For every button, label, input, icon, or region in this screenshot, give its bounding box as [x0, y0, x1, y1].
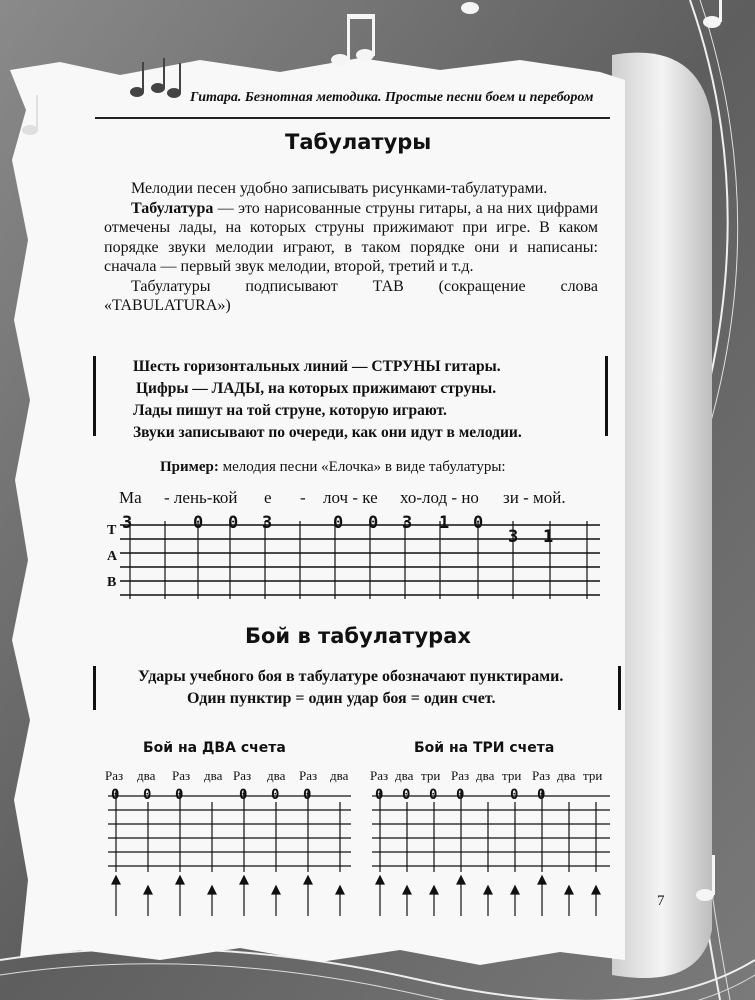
- tab-fret-number: 0: [228, 513, 239, 533]
- tab-zero: 0: [175, 787, 184, 803]
- paragraph: [104, 199, 598, 277]
- lyric-syllable: зи - мой.: [503, 488, 566, 507]
- count-word: два: [476, 768, 495, 783]
- tab-fret-number: 1: [439, 513, 450, 533]
- count-word: два: [137, 768, 156, 783]
- box-right-bar: [605, 356, 608, 436]
- tab-zero: 0: [375, 787, 384, 803]
- count-word: два: [395, 768, 414, 783]
- tab-fret-number: 0: [368, 513, 379, 533]
- count-word: Раз: [532, 768, 551, 783]
- tab-zero: 0: [303, 787, 312, 803]
- tab-zero: 0: [402, 787, 411, 803]
- box-right-bar: [618, 666, 621, 710]
- lyric-syllable: лоч - ке: [323, 488, 378, 507]
- three-count-tab-staff: [372, 788, 612, 920]
- tab-zero: 0: [143, 787, 152, 803]
- subtitle-two-count: Бой на ДВА счета: [143, 740, 286, 756]
- paragraph: Табулатуры подписывают ТАВ (сокращение слова «TABULATURA»): [104, 277, 598, 314]
- tab-fret-number: 0: [333, 513, 344, 533]
- count-word: Раз: [105, 768, 124, 783]
- count-word: два: [330, 768, 349, 783]
- count-word: два: [557, 768, 576, 783]
- count-word: два: [267, 768, 286, 783]
- page-number: 7: [657, 893, 665, 909]
- rule-item: Шесть горизонтальных линий — СТРУНЫ гитары.: [133, 358, 501, 375]
- count-word: три: [583, 768, 603, 783]
- definition-text: — это нарисованные струны гитары, а на них цифрами отмечены лады, на которых струны прижимают при игре. В каком порядке звуки мелодии играют, в таком порядке они и написаны: сначала — первый звук мелодии, второй, третий и т.д.: [104, 199, 598, 275]
- box-left-bar: [93, 356, 96, 436]
- rule-item: Звуки записывают по очереди, как они идут в мелодии.: [133, 424, 522, 441]
- tab-label-t: T: [107, 523, 117, 538]
- paragraph: Мелодии песен удобно записывать рисунками-табулатурами.: [131, 180, 548, 197]
- melody-tab-staff: [110, 515, 605, 600]
- section-title-strum: Бой в табулатурах: [245, 624, 471, 648]
- count-word: три: [421, 768, 441, 783]
- example-label: Пример:: [160, 459, 219, 475]
- rule-item: Цифры — ЛАДЫ, на которых прижимают струны.: [136, 380, 497, 397]
- tab-zero: 0: [271, 787, 280, 803]
- section-title-tabs: Табулатуры: [285, 130, 432, 154]
- tab-label-b: B: [107, 575, 117, 590]
- tab-zero: 0: [429, 787, 438, 803]
- tab-fret-number: 3: [122, 513, 133, 533]
- tab-fret-number: 1: [543, 527, 554, 547]
- lyric-syllable: Ма: [119, 488, 142, 507]
- count-word: Раз: [451, 768, 470, 783]
- rules-list: [133, 356, 522, 444]
- count-word: Раз: [299, 768, 318, 783]
- strum-note-line: Один пунктир = один удар боя = один счет.: [187, 690, 496, 707]
- tab-label-a: A: [107, 549, 118, 564]
- running-title: Гитара. Безнотная методика. Простые песни боем и перебором: [190, 90, 594, 105]
- strum-note-line: Удары учебного боя в табулатуре обозначают пунктирами.: [138, 668, 564, 685]
- tab-fret-number: 0: [193, 513, 204, 533]
- tab-fret-number: 3: [508, 527, 519, 547]
- tab-zero: 0: [510, 787, 519, 803]
- strum-arrow-icon: [112, 876, 344, 916]
- example-caption: [160, 459, 506, 476]
- count-word: Раз: [233, 768, 252, 783]
- tab-zero: 0: [537, 787, 546, 803]
- lyric-syllable: хо-лод - но: [400, 488, 479, 507]
- tab-zero: 0: [456, 787, 465, 803]
- count-word: Раз: [172, 768, 191, 783]
- lyric-syllable: е: [264, 488, 272, 507]
- tab-fret-number: 3: [402, 513, 413, 533]
- box-left-bar: [93, 666, 96, 710]
- strum-arrow-icon: [376, 876, 600, 916]
- tab-zero: 0: [239, 787, 248, 803]
- lyric-syllable: - лень-кой: [164, 488, 238, 507]
- subtitle-three-count: Бой на ТРИ счета: [414, 740, 555, 756]
- intro-text: [104, 179, 598, 316]
- tab-fret-number: 3: [262, 513, 273, 533]
- lyric-syllable: -: [300, 488, 306, 507]
- tab-fret-number: 0: [473, 513, 484, 533]
- tab-zero: 0: [111, 787, 120, 803]
- count-word: два: [204, 768, 223, 783]
- two-count-tab-staff: [108, 788, 353, 920]
- rule-item: Лады пишут на той струне, которую играют.: [133, 402, 447, 419]
- count-word: три: [502, 768, 522, 783]
- term: Табулатура: [131, 199, 214, 217]
- count-word: Раз: [370, 768, 389, 783]
- example-text: мелодия песни «Елочка» в виде табулатуры:: [218, 459, 506, 475]
- header-divider: [95, 117, 610, 119]
